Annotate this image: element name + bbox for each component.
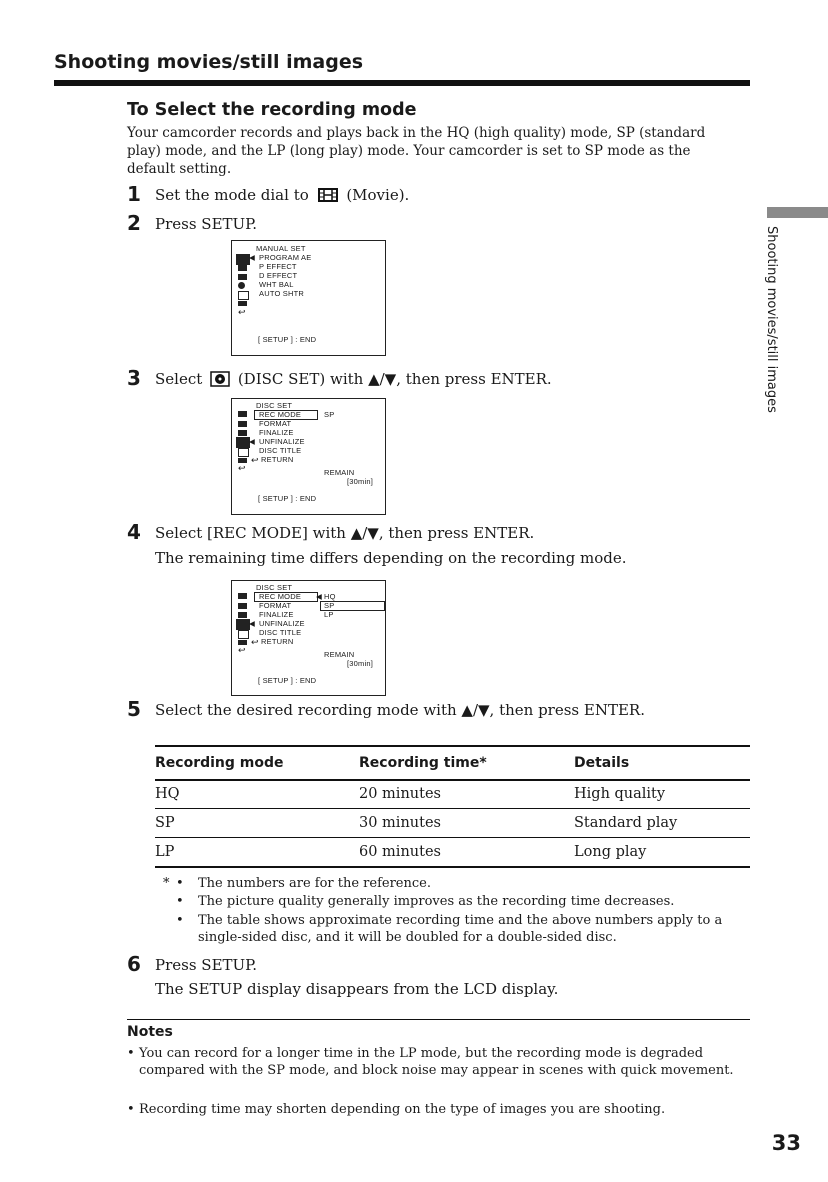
menu-item: FORMAT	[259, 601, 292, 610]
sidebar-tab-label: Shooting movies/still images	[764, 226, 779, 413]
cursor-icon: ◀	[249, 437, 255, 446]
step-number: 1	[127, 182, 141, 206]
step-subtext: The SETUP display disappears from the LCD display.	[155, 980, 559, 998]
table-header: Recording time*	[359, 755, 487, 771]
disc-set-icon	[236, 437, 250, 448]
table-cell: 60 minutes	[359, 844, 441, 860]
step-text-pre: Select	[155, 370, 203, 388]
step-number: 2	[127, 211, 141, 235]
lcd-screen-manual-set	[231, 240, 386, 356]
camera-menu-icon	[238, 411, 247, 417]
etc-menu-icon	[238, 301, 247, 306]
menu-item-value: SP	[324, 410, 335, 419]
section-title: To Select the recording mode	[127, 100, 417, 120]
return-icon: ↩	[238, 645, 246, 655]
step-text	[155, 186, 409, 207]
step-number: 6	[127, 952, 141, 976]
menu-item: FINALIZE	[259, 610, 294, 619]
step-text: Select [REC MODE] with ▲/▼, then press ENTER.	[155, 524, 535, 542]
remain-value: [30min]	[347, 659, 373, 668]
menu-item: RETURN	[261, 455, 294, 464]
note-item: You can record for a longer time in the LP mode, but the recording mode is degraded compared with the SP mode, and block noise may appear in scenes with quick movement.	[139, 1046, 734, 1078]
manual-set-icon	[236, 254, 250, 265]
table-top-rule	[155, 745, 750, 747]
table-header-rule	[155, 779, 750, 781]
table-cell: 20 minutes	[359, 786, 441, 802]
screen-footer: [ SETUP ] : END	[258, 676, 317, 685]
bullet: •	[176, 876, 184, 891]
menu-item: DISC TITLE	[259, 446, 302, 455]
step-subtext: The remaining time differs depending on the recording mode.	[155, 549, 627, 567]
camera-menu-icon	[238, 274, 247, 280]
table-cell: SP	[155, 815, 175, 831]
footnote-item: The picture quality generally improves as the recording time decreases.	[198, 894, 675, 909]
option-item: LP	[324, 610, 334, 619]
remain-label: REMAIN	[324, 468, 355, 477]
bullet: •	[127, 1046, 135, 1061]
page-header-title: Shooting movies/still images	[54, 51, 364, 73]
return-icon: ↩	[251, 455, 259, 465]
table-row-rule	[155, 837, 750, 838]
table-header: Recording mode	[155, 755, 284, 771]
menu-item: RETURN	[261, 637, 294, 646]
header-rule	[54, 80, 750, 86]
note-item: Recording time may shorten depending on the type of images you are shooting.	[139, 1102, 666, 1117]
cursor-icon: ◀	[249, 253, 255, 262]
step-text-post: (Movie).	[346, 186, 410, 204]
step-text: Press SETUP.	[155, 956, 257, 974]
camera-menu-icon	[238, 593, 247, 599]
menu-item: DISC TITLE	[259, 628, 302, 637]
menu-item: UNFINALIZE	[259, 619, 305, 628]
bullet: •	[176, 913, 184, 928]
memory-menu-icon	[238, 291, 249, 300]
sidebar-tab	[759, 226, 783, 426]
table-cell: Long play	[574, 844, 647, 860]
table-row-rule	[155, 808, 750, 809]
menu-item: FINALIZE	[259, 428, 294, 437]
camera-menu-icon	[238, 603, 247, 609]
cursor-icon: ◀	[249, 619, 255, 628]
return-icon: ↩	[251, 637, 259, 647]
option-item: SP	[324, 601, 335, 610]
camera-menu-icon	[238, 430, 247, 436]
page-number: 33	[771, 1131, 801, 1155]
lcd-screen-disc-set	[231, 398, 386, 515]
camera-menu-icon	[238, 612, 247, 618]
table-cell: Standard play	[574, 815, 678, 831]
table-header: Details	[574, 755, 630, 771]
return-icon: ↩	[238, 463, 246, 473]
step-number: 5	[127, 697, 141, 721]
table-cell: LP	[155, 844, 175, 860]
screen-title: DISC SET	[256, 401, 293, 410]
remain-value: [30min]	[347, 477, 373, 486]
menu-item: PROGRAM AE	[259, 253, 312, 262]
menu-item: REC MODE	[259, 410, 302, 419]
menu-item: WHT BAL	[259, 280, 294, 289]
step-number: 3	[127, 366, 141, 390]
screen-title: DISC SET	[256, 583, 293, 592]
disc-menu-icon	[238, 282, 245, 289]
camera-menu-icon	[238, 265, 247, 271]
remain-label: REMAIN	[324, 650, 355, 659]
bullet: •	[176, 894, 184, 909]
cursor-icon: ◀	[316, 592, 322, 601]
table-cell: HQ	[155, 786, 180, 802]
table-bottom-rule	[155, 866, 750, 868]
memory-menu-icon	[238, 448, 249, 457]
section-intro: Your camcorder records and plays back in the HQ (high quality) mode, SP (standard play) mode, and the LP (long play) mode. Your camcorder is set to SP mode as the default setting.	[127, 125, 706, 177]
disc-set-icon	[210, 371, 230, 391]
menu-item: REC MODE	[259, 592, 302, 601]
menu-item: FORMAT	[259, 419, 292, 428]
lcd-screen-rec-mode	[231, 580, 386, 696]
step-text-post: (DISC SET) with ▲/▼, then press ENTER.	[237, 370, 552, 388]
step-text	[155, 370, 552, 391]
screen-title: MANUAL SET	[256, 244, 306, 253]
table-cell: 30 minutes	[359, 815, 441, 831]
sidebar-tab-marker	[767, 207, 828, 218]
disc-set-icon	[236, 619, 250, 630]
screen-footer: [ SETUP ] : END	[258, 494, 317, 503]
footnote-item: The table shows approximate recording time and the above numbers apply to a single-sided disc, and it will be doubled for a double-sided disc.	[198, 913, 723, 945]
table-cell: High quality	[574, 786, 666, 802]
notes-title: Notes	[127, 1024, 173, 1040]
step-number: 4	[127, 520, 141, 544]
screen-footer: [ SETUP ] : END	[258, 335, 317, 344]
option-item: HQ	[324, 592, 336, 601]
step-text-pre: Set the mode dial to	[155, 186, 309, 204]
menu-item: D EFFECT	[259, 271, 298, 280]
movie-mode-icon	[318, 187, 338, 207]
footnote-item: The numbers are for the reference.	[198, 876, 431, 891]
menu-item: AUTO SHTR	[259, 289, 304, 298]
footnote-star: *	[163, 876, 170, 891]
bullet: •	[127, 1102, 135, 1117]
camera-menu-icon	[238, 421, 247, 427]
step-text: Press SETUP.	[155, 215, 257, 233]
menu-item: P EFFECT	[259, 262, 297, 271]
notes-rule	[127, 1019, 750, 1020]
memory-menu-icon	[238, 630, 249, 639]
return-icon: ↩	[238, 307, 246, 317]
menu-item: UNFINALIZE	[259, 437, 305, 446]
step-text: Select the desired recording mode with ▲/▼, then press ENTER.	[155, 701, 645, 719]
